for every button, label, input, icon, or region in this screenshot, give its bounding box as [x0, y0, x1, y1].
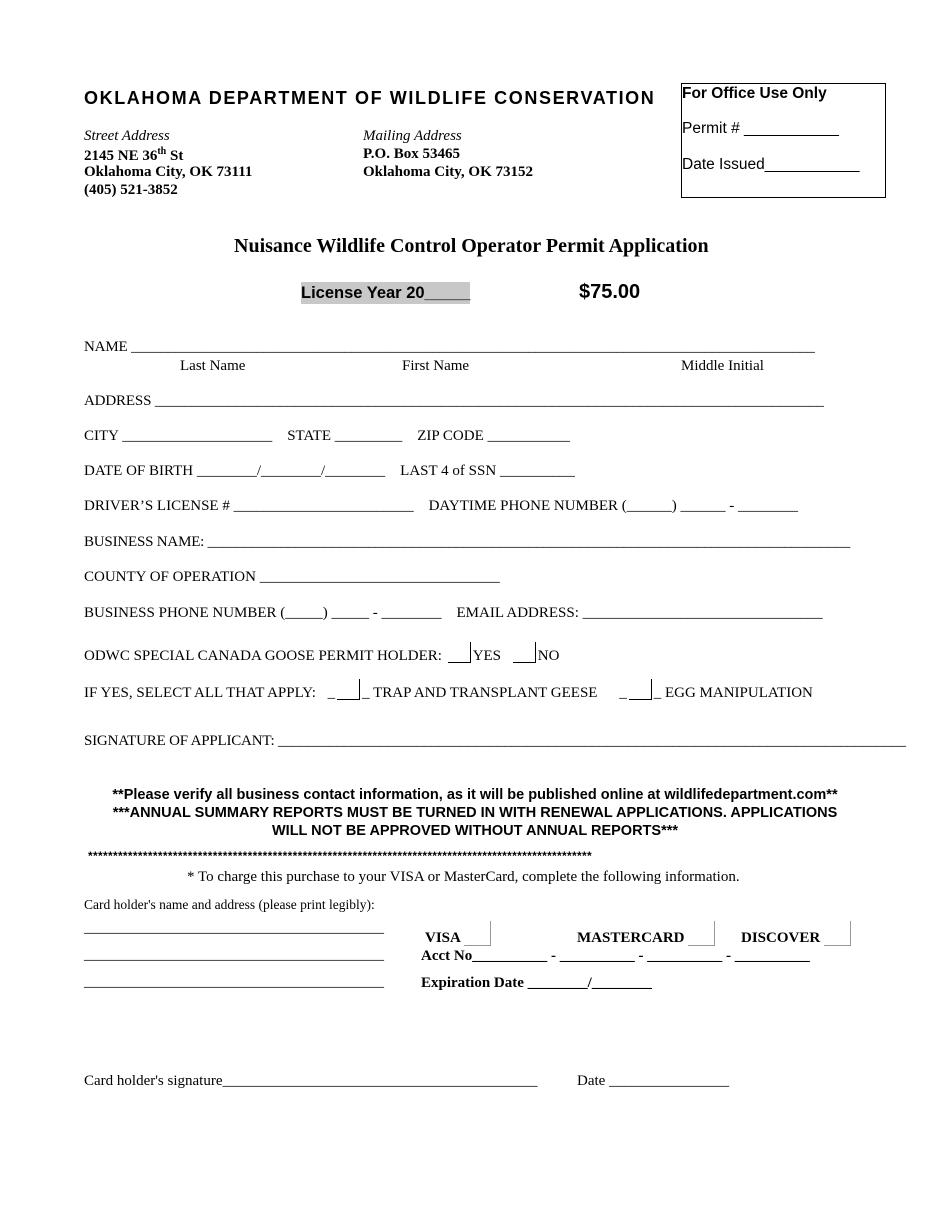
dob-ssn-row[interactable]: DATE OF BIRTH ________/________/________ LAST 4 of SSN __________ — [84, 463, 575, 479]
license-year[interactable]: License Year 20_____ — [301, 284, 471, 302]
permit-fee: $75.00 — [579, 281, 641, 303]
charge-note: * To charge this purchase to your VISA or MasterCard, complete the following information. — [187, 869, 740, 885]
egg-manipulation-checkbox[interactable] — [629, 679, 652, 700]
no-label: NO — [537, 648, 560, 664]
discover-option: DISCOVER — [741, 921, 851, 947]
card-holder-line-1[interactable]: ________________________________________ — [84, 920, 384, 936]
star-divider: ***************************************************************************************************** — [88, 849, 592, 863]
card-date-field[interactable]: Date ________________ — [577, 1073, 730, 1089]
middle-initial-caption: Middle Initial — [681, 358, 764, 374]
mastercard-checkbox[interactable] — [688, 921, 715, 946]
street-address-line2: Oklahoma City, OK 73111 — [84, 164, 253, 180]
office-use-title: For Office Use Only — [682, 85, 827, 102]
annual-reports-notice-line2: WILL NOT BE APPROVED WITHOUT ANNUAL REPORTS*** — [271, 823, 678, 839]
card-holder-line-2[interactable]: ________________________________________ — [84, 947, 384, 963]
card-holder-signature-field[interactable]: Card holder's signature__________________________________________ — [84, 1073, 538, 1089]
city-state-zip-row[interactable]: CITY ____________________ STATE _________ ZIP CODE ___________ — [84, 428, 571, 444]
egg-manipulation-label: EGG MANIPULATION — [664, 685, 813, 701]
trap-transplant-label: TRAP AND TRANSPLANT GEESE — [373, 685, 598, 701]
visa-checkbox[interactable] — [464, 921, 491, 946]
phone-number: (405) 521-3852 — [84, 182, 178, 198]
mastercard-option: MASTERCARD — [577, 921, 715, 947]
business-name-field[interactable]: BUSINESS NAME: ________________________________________________________________________________________ — [84, 534, 851, 550]
mailing-address-line1: P.O. Box 53465 — [363, 146, 460, 162]
first-name-caption: First Name — [402, 358, 470, 374]
drivers-license-phone-row[interactable]: DRIVER’S LICENSE # ________________________ DAYTIME PHONE NUMBER (______) ______ - ________ — [84, 498, 799, 514]
mailing-address-label: Mailing Address — [363, 128, 462, 144]
trap-transplant-checkbox[interactable] — [337, 679, 360, 700]
expiration-date-field[interactable]: Expiration Date ________/________ — [421, 975, 652, 991]
address-field[interactable]: ADDRESS ___________________________________________________________________________________________ — [84, 393, 824, 409]
account-number-field[interactable]: Acct No__________ - __________ - __________ - __________ — [421, 948, 810, 964]
mailing-address-line2: Oklahoma City, OK 73152 — [363, 164, 534, 180]
applicant-signature-field[interactable]: SIGNATURE OF APPLICANT: ______________________________________________________________________________________ — [84, 733, 906, 749]
yes-label: YES — [472, 648, 502, 664]
county-of-operation-field[interactable]: COUNTY OF OPERATION ________________________________ — [84, 569, 500, 585]
annual-reports-notice-line1: ***ANNUAL SUMMARY REPORTS MUST BE TURNED IN WITH RENEWAL APPLICATIONS. APPLICATIONS — [112, 805, 838, 821]
business-phone-email-row[interactable]: BUSINESS PHONE NUMBER (_____) _____ - ________ EMAIL ADDRESS: ________________________________ — [84, 605, 823, 621]
goose-yes-checkbox[interactable] — [448, 642, 471, 663]
last-name-caption: Last Name — [180, 358, 246, 374]
goose-permit-row — [84, 642, 559, 665]
agency-name: OKLAHOMA DEPARTMENT OF WILDLIFE CONSERVATION — [84, 88, 656, 108]
date-issued-field[interactable]: Date Issued___________ — [682, 156, 860, 173]
street-address-line1: 2145 NE 36th St — [84, 146, 184, 164]
discover-checkbox[interactable] — [824, 921, 851, 946]
visa-option: VISA — [425, 921, 491, 947]
if-yes-label: IF YES, SELECT ALL THAT APPLY: — [84, 685, 316, 701]
goose-no-checkbox[interactable] — [513, 642, 536, 663]
card-holder-name-label: Card holder's name and address (please print legibly): — [84, 897, 375, 912]
permit-number-field[interactable]: Permit # ___________ — [682, 120, 839, 137]
form-title: Nuisance Wildlife Control Operator Permit Application — [234, 235, 709, 257]
verify-contact-notice: **Please verify all business contact information, as it will be published online at wildlifedepartment.com** — [112, 787, 838, 803]
street-address-label: Street Address — [84, 128, 170, 144]
if-yes-row: IF YES, SELECT ALL THAT APPLY: _ _ TRAP AND TRANSPLANT GEESE _ _ EGG MANIPULATION — [84, 679, 813, 702]
card-holder-line-3[interactable]: ________________________________________ — [84, 974, 384, 990]
goose-permit-label: ODWC SPECIAL CANADA GOOSE PERMIT HOLDER: — [84, 648, 442, 664]
name-field[interactable]: NAME _____________________________________________________________________________________________ — [84, 339, 815, 355]
